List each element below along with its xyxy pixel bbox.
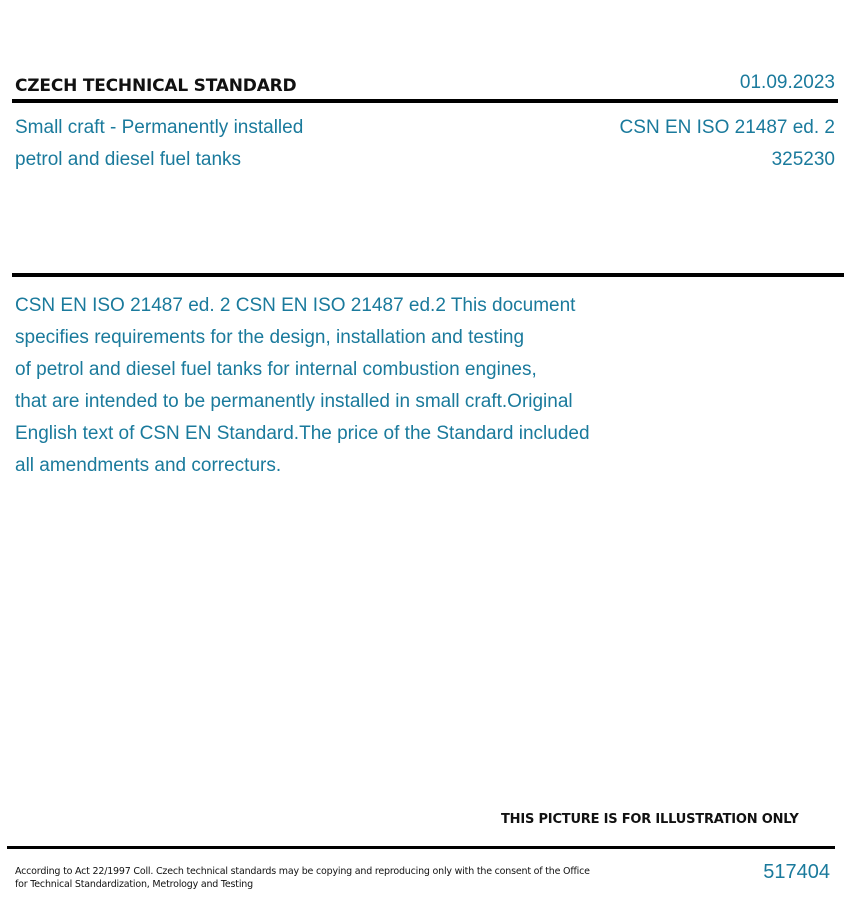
- description-line: specifies requirements for the design, installation and testing: [15, 327, 525, 348]
- description-line: all amendments and correcturs.: [15, 455, 282, 476]
- legal-notice-line-1: According to Act 22/1997 Coll. Czech technical standards may be copying and reproducing only with the consent of the Office: [15, 866, 590, 877]
- description-line: that are intended to be permanently installed in small craft.Original: [15, 391, 573, 412]
- footer-divider: [7, 846, 835, 849]
- description-block: [15, 290, 695, 482]
- section-divider: [12, 273, 844, 277]
- legal-notice-line-2: for Technical Standardization, Metrology and Testing: [15, 879, 253, 890]
- standard-number: CSN EN ISO 21487 ed. 2: [619, 117, 835, 138]
- classification-code: 325230: [771, 149, 835, 170]
- description-line: English text of CSN EN Standard.The price of the Standard included: [15, 423, 590, 444]
- standard-title-line-2: petrol and diesel fuel tanks: [15, 149, 242, 170]
- document-type-label: CZECH TECHNICAL STANDARD: [15, 76, 297, 96]
- description-line: CSN EN ISO 21487 ed. 2 CSN EN ISO 21487 ed.2 This document: [15, 295, 576, 316]
- header-divider: [12, 99, 838, 103]
- description-line: of petrol and diesel fuel tanks for internal combustion engines,: [15, 359, 537, 380]
- illustration-disclaimer: THIS PICTURE IS FOR ILLUSTRATION ONLY: [501, 812, 799, 827]
- publication-date: 01.09.2023: [739, 72, 835, 93]
- legal-notice: [15, 865, 590, 891]
- standard-title-line-1: Small craft - Permanently installed: [15, 117, 304, 138]
- catalog-code: 517404: [763, 861, 830, 883]
